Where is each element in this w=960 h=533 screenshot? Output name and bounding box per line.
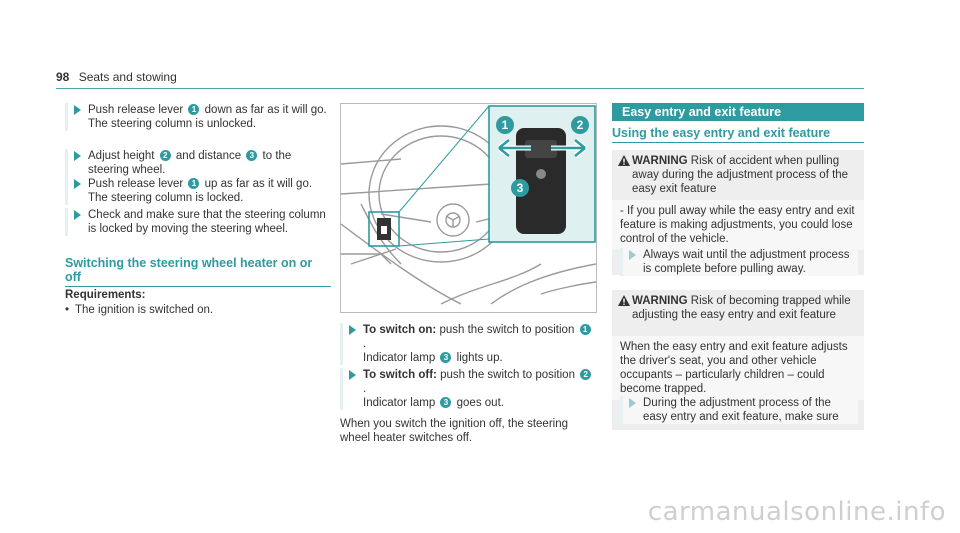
callout-badge: 1 <box>580 324 591 335</box>
callout-badge: 3 <box>246 150 257 161</box>
step-arrow-icon <box>349 325 356 335</box>
warning-step: Always wait until the adjustment process is complete before pulling away. <box>620 248 858 276</box>
step-switch-off: To switch off: push the switch to position 2. Indicator lamp 3 goes out. <box>340 368 595 410</box>
step-switch-on: To switch on: push the switch to position 1. Indicator lamp 3 lights up. <box>340 323 595 365</box>
step-arrow-icon <box>349 370 356 380</box>
warning-heading: WARNING Risk of accident when pulling away during the adjustment process of the easy exit feature <box>632 154 854 196</box>
callout-badge: 1 <box>188 178 199 189</box>
step-arrow-icon <box>629 250 636 260</box>
steering-wheel-illustration <box>340 103 597 313</box>
warning-triangle-icon <box>618 295 630 306</box>
illustration-callout-1: 1 <box>496 116 514 134</box>
callout-badge: 3 <box>440 352 451 363</box>
requirement-item: • The ignition is switched on. <box>75 304 213 316</box>
page-header <box>56 70 177 84</box>
step-check-locked: Check and make sure that the steering column is locked by moving the steering wheel. <box>65 208 331 236</box>
illustration-callout-2: 2 <box>571 116 589 134</box>
step-arrow-icon <box>629 398 636 408</box>
step-arrow-icon <box>74 151 81 161</box>
step-push-release-lever-down: Push release lever 1 down as far as it will go. The steering column is unlocked. <box>65 103 331 131</box>
page-number: 98 <box>56 70 70 84</box>
callout-badge: 2 <box>160 150 171 161</box>
warning-box-trapped <box>612 290 864 430</box>
watermark: carmanualsonline.info <box>647 497 946 527</box>
requirements-label: Requirements: <box>65 289 146 301</box>
step-push-release-lever-up: Push release lever 1 up as far as it will go. The steering column is locked. <box>65 177 331 205</box>
easy-entry-subtitle: Using the easy entry and exit feature <box>612 126 864 143</box>
warning-triangle-icon <box>618 155 630 166</box>
step-arrow-icon <box>74 105 81 115</box>
callout-badge: 2 <box>580 369 591 380</box>
header-rule <box>56 88 864 89</box>
warning-body: When the easy entry and exit feature adjusts the driver's seat, you and other vehicle occupants – particularly children – could become trapped. <box>612 336 864 400</box>
step-arrow-icon <box>74 179 81 189</box>
heater-footer-note: When you switch the ignition off, the steering wheel heater switches off. <box>340 418 569 444</box>
warning-body: - If you pull away while the easy entry and exit feature is making adjustments, you could lose control of the vehicle. <box>612 200 864 250</box>
page-section-title: Seats and stowing <box>78 70 177 84</box>
warning-step: During the adjustment process of the easy entry and exit feature, make sure <box>620 396 858 424</box>
easy-entry-section-bar: Easy entry and exit feature <box>612 103 864 121</box>
warning-heading: WARNING Risk of becoming trapped while adjusting the easy entry and exit feature <box>632 294 854 322</box>
callout-badge: 3 <box>440 397 451 408</box>
step-arrow-icon <box>74 210 81 220</box>
illustration-callout-3: 3 <box>511 179 529 197</box>
heater-section-title: Switching the steering wheel heater on or off <box>65 256 331 287</box>
callout-badge: 1 <box>188 104 199 115</box>
warning-box-accident <box>612 150 864 275</box>
steering-wheel-drawing <box>341 104 596 312</box>
step-adjust-height: Adjust height 2 and distance 3 to the steering wheel. <box>65 149 331 177</box>
